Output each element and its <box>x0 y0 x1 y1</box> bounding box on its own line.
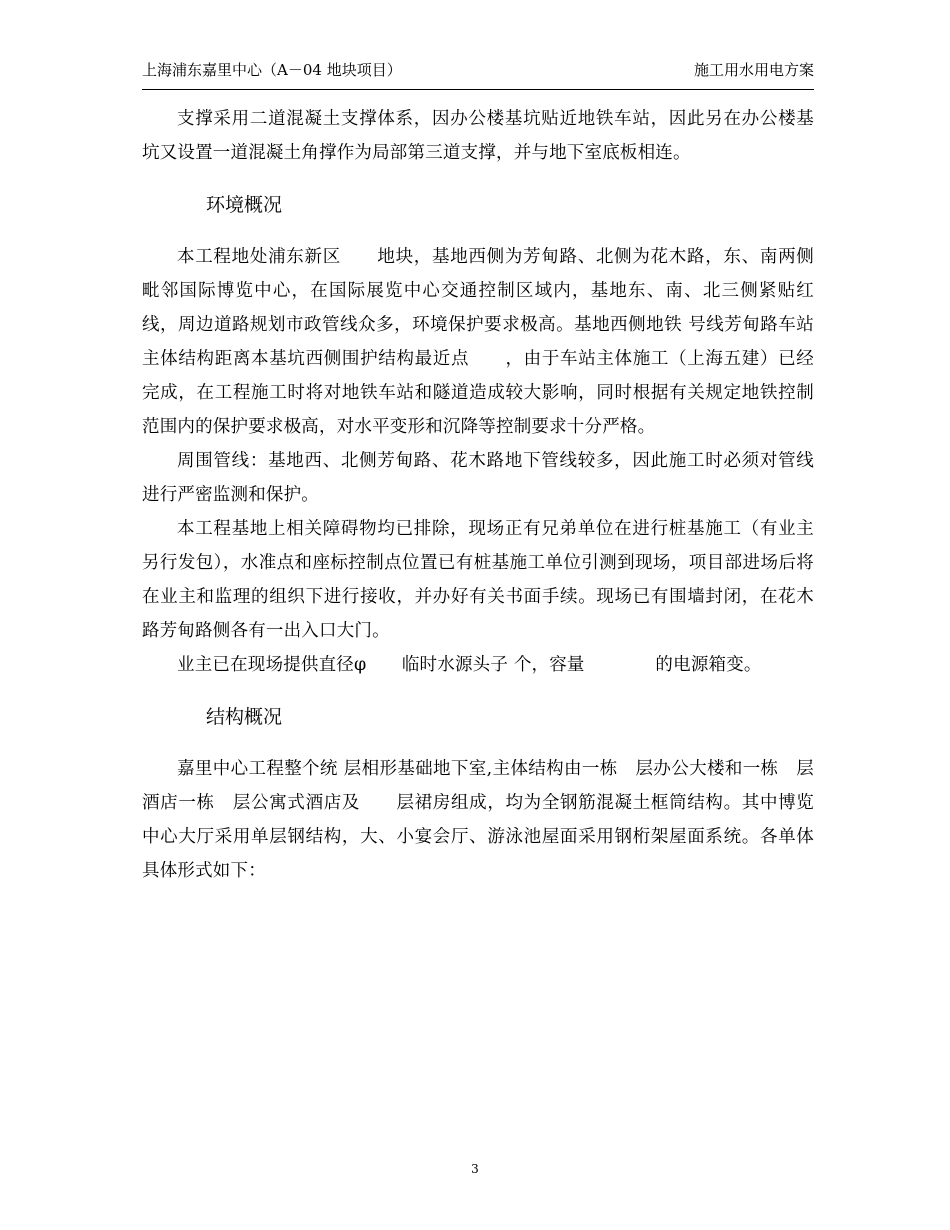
document-body <box>142 102 814 888</box>
environment-paragraph-1: 本工程地处浦东新区 地块，基地西侧为芳甸路、北侧为花木路，东、南两侧毗邻国际博览中心，在国际展览中心交通控制区域内，基地东、南、北三侧紧贴红线，周边道路规划市政管线众多，环境保护要求极高。基地西侧地铁 号线芳甸路车站主体结构距离本基坑西侧围护结构最近点 ，由于车站主体施工（上海五建）已经完成，在工程施工时将对地铁车站和隧道造成较大影响，同时根据有关规定地铁控制范围内的保护要求极高，对水平变形和沉降等控制要求十分严格。 <box>142 247 814 437</box>
header-project-title: 上海浦东嘉里中心（A－04 地块项目） <box>142 61 402 79</box>
intro-paragraph: 支撑采用二道混凝土支撑体系，因办公楼基坑贴近地铁车站，因此另在办公楼基坑又设置一道混凝土角撑作为局部第三道支撑，并与地下室底板相连。 <box>142 109 814 163</box>
environment-paragraph-3: 本工程基地上相关障碍物均已排除，现场正有兄弟单位在进行桩基施工（有业主另行发包），水准点和座标控制点位置已有桩基施工单位引测到现场，项目部进场后将在业主和监理的组织下进行接收，并办好有关书面手续。现场已有围墙封闭，在花木路芳甸路侧各有一出入口大门。 <box>142 519 814 641</box>
structure-heading: 结构概况 <box>206 706 283 728</box>
environment-heading: 环境概况 <box>206 194 283 216</box>
environment-paragraph-4: 业主已在现场提供直径φ 临时水源头子 个，容量 的电源箱变。 <box>177 655 762 675</box>
environment-paragraph-2: 周围管线：基地西、北侧芳甸路、花木路地下管线较多，因此施工时必须对管线进行严密监测和保护。 <box>142 451 814 505</box>
page-header <box>142 55 814 90</box>
structure-paragraph-1: 嘉里中心工程整个统 层相形基础地下室,主体结构由一栋 层办公大楼和一栋 层酒店一栋 层公寓式酒店及 层裙房组成，均为全钢筋混凝土框筒结构。其中博览中心大厅采用单层钢结构，大、小宴会厅、游泳池屋面采用钢桁架屋面系统。各单体具体形式如下： <box>142 759 814 881</box>
header-document-title: 施工用水用电方案 <box>693 61 814 79</box>
page-number: 3 <box>471 1162 479 1176</box>
